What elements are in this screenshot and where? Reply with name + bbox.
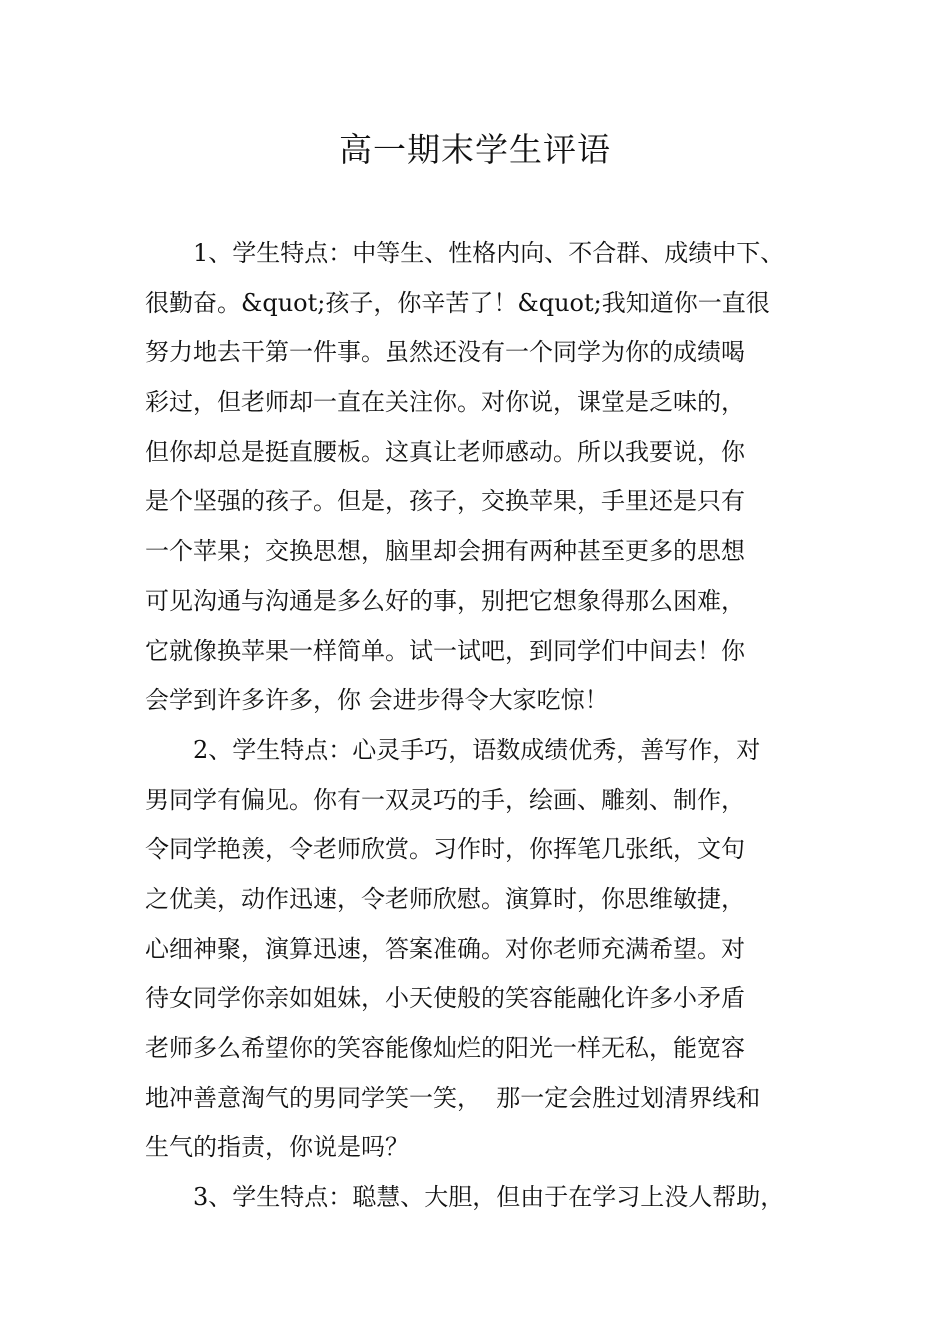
paragraph-1-line-7: 一个苹果；交换思想，脑里却会拥有两种甚至更多的思想 — [145, 537, 745, 566]
document-title: 高一期末学生评语 — [339, 130, 611, 169]
paragraph-1-line-8: 可见沟通与沟通是多么好的事，别把它想象得那么困难， — [145, 586, 745, 615]
document-body — [145, 229, 845, 1223]
paragraph-2-line-8: 地冲善意淘气的男同学笑一笑， 那一定会胜过划清界线和 — [145, 1083, 761, 1112]
paragraph-2-line-3: 令同学艳羡，令老师欣赏。习作时，你挥笔几张纸，文句 — [145, 835, 745, 864]
paragraph-1-line-10: 会学到许多许多，你 会进步得令大家吃惊！ — [145, 686, 609, 715]
paragraph-1-line-2: 很勤奋。&quot;孩子，你辛苦了！&quot;我知道你一直很 — [145, 288, 770, 317]
paragraph-2-line-5: 心细神聚，演算迅速，答案准确。对你老师充满希望。对 — [145, 934, 745, 963]
paragraph-2-line-6: 待女同学你亲如姐妹，小天使般的笑容能融化许多小矛盾 — [145, 984, 745, 1013]
paragraph-2-line-7: 老师多么希望你的笑容能像灿烂的阳光一样无私，能宽容 — [145, 1034, 745, 1062]
paragraph-1-line-4: 彩过，但老师却一直在关注你。对你说，课堂是乏味的， — [145, 388, 745, 417]
paragraph-1-line-5: 但你却总是挺直腰板。这真让老师感动。所以我要说，你 — [145, 437, 745, 466]
paragraph-2-line-4: 之优美，动作迅速，令老师欣慰。演算时，你思维敏捷， — [145, 884, 745, 913]
paragraph-2-line-2: 男同学有偏见。你有一双灵巧的手，绘画、雕刻、制作， — [145, 785, 745, 814]
paragraph-1-line-9: 它就像换苹果一样简单。试一试吧，到同学们中间去！你 — [145, 636, 745, 665]
paragraph-3-line-1: 3、学生特点：聪慧、大胆，但由于在学习上没人帮助， — [193, 1183, 785, 1212]
paragraph-1-line-3: 努力地去干第一件事。虽然还没有一个同学为你的成绩喝 — [145, 338, 745, 367]
paragraph-1-line-6: 是个坚强的孩子。但是，孩子，交换苹果，手里还是只有 — [145, 487, 745, 516]
paragraph-2-line-1: 2、学生特点：心灵手巧，语数成绩优秀，善写作，对 — [193, 735, 761, 764]
paragraph-1-line-1: 1、学生特点：中等生、性格内向、不合群、成绩中下、 — [193, 239, 785, 267]
paragraph-2-line-9: 生气的指责，你说是吗？ — [145, 1133, 409, 1162]
